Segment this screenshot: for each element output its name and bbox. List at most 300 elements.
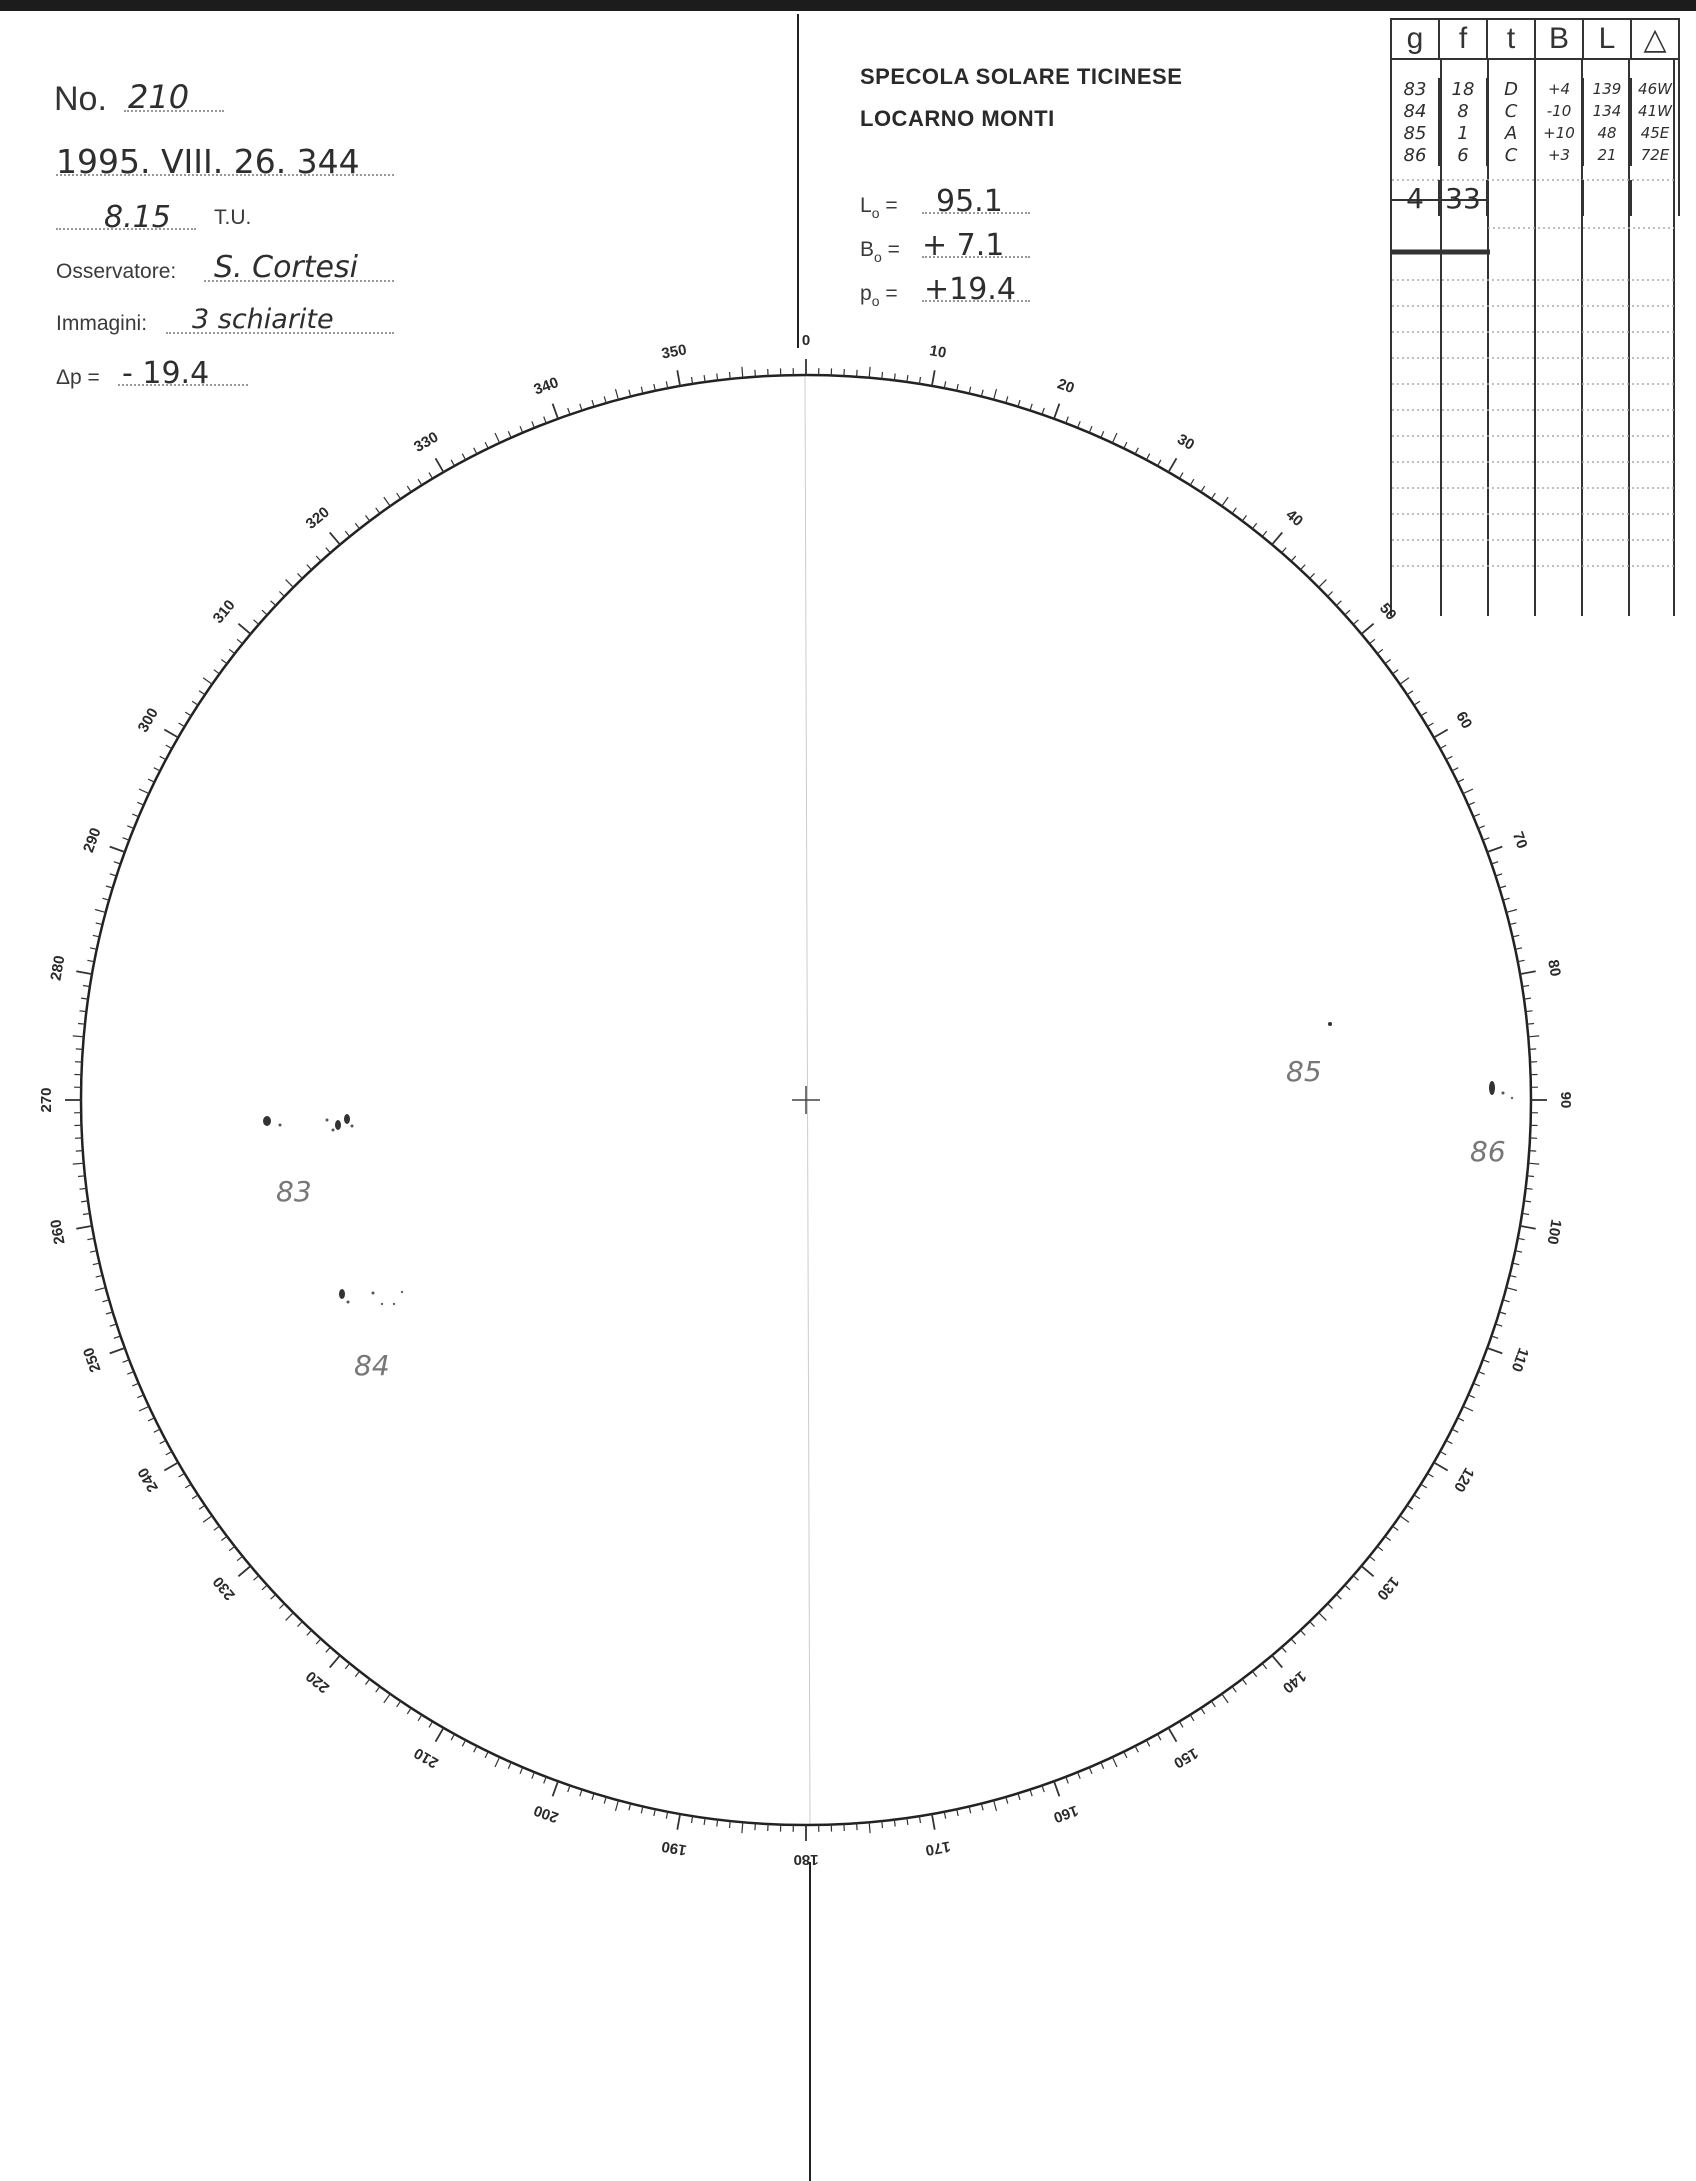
scale-tick — [1078, 1772, 1081, 1779]
scale-tick — [654, 1809, 656, 1816]
scale-tick — [944, 1812, 945, 1819]
scale-tick — [1407, 1505, 1413, 1509]
scale-tick — [857, 1823, 858, 1830]
scale-tick — [1496, 1324, 1503, 1326]
scale-tick — [1385, 660, 1391, 664]
scale-tick — [666, 1812, 667, 1819]
scale-tick — [1300, 1630, 1305, 1635]
scale-tick — [1528, 1036, 1539, 1037]
scale-tick — [166, 745, 172, 748]
scale-tick — [462, 1740, 465, 1746]
scale-tick — [366, 515, 370, 521]
sunspot — [1502, 1092, 1505, 1095]
scale-tick — [1393, 1526, 1399, 1530]
scale-tick — [192, 701, 198, 705]
scale-tick — [451, 1734, 454, 1740]
scale-label: 130 — [1373, 1573, 1403, 1604]
scale-label: 350 — [660, 341, 688, 363]
scale-tick — [1473, 814, 1479, 817]
scale-tick — [1222, 497, 1228, 506]
scale-tick — [199, 691, 205, 695]
cell-g: 85 — [1391, 122, 1439, 144]
scale-tick — [553, 1781, 558, 1796]
scale-tick — [1520, 971, 1536, 974]
scale-tick — [132, 1383, 138, 1386]
scale-label: 150 — [1170, 1744, 1201, 1772]
p0-equals: = — [885, 282, 898, 305]
scale-tick — [1385, 1536, 1391, 1540]
scale-tick — [96, 1275, 103, 1277]
scale-tick — [616, 389, 619, 400]
sunspot — [279, 1124, 282, 1127]
scale-tick — [932, 370, 935, 386]
cell-delta: 45E — [1631, 122, 1679, 144]
scale-label: 330 — [411, 428, 442, 456]
number-label: No. — [54, 80, 107, 118]
scale-tick — [1262, 1663, 1266, 1669]
scale-tick — [1427, 723, 1433, 727]
scale-tick — [237, 1556, 243, 1560]
scale-tick — [326, 1647, 331, 1652]
scale-tick — [1515, 1251, 1522, 1253]
scale-tick — [76, 1049, 83, 1050]
scale-tick — [286, 1613, 294, 1621]
scale-tick — [418, 479, 422, 485]
scale-tick — [1421, 1484, 1427, 1488]
scale-tick — [894, 374, 895, 381]
B0-value: + 7.1 — [922, 228, 1005, 263]
scale-tick — [568, 408, 570, 415]
scale-tick — [981, 390, 983, 397]
scale-tick — [114, 862, 121, 864]
sunspot — [263, 1116, 271, 1126]
scale-tick — [307, 565, 312, 570]
scale-tick — [1345, 1585, 1350, 1590]
scale-tick — [1211, 493, 1215, 499]
L0-equals: = — [885, 194, 898, 217]
scale-tick — [1487, 847, 1502, 852]
sunspot-group-83 — [263, 1114, 354, 1132]
scale-tick — [95, 1288, 106, 1291]
scale-tick — [127, 1372, 134, 1375]
scale-tick — [1042, 1786, 1044, 1793]
scale-tick — [110, 874, 117, 876]
scale-tick — [1232, 1687, 1236, 1693]
scale-tick — [1291, 1639, 1296, 1644]
scale-tick — [160, 756, 166, 759]
scale-tick — [1440, 745, 1446, 748]
scale-tick — [580, 404, 582, 411]
scale-tick — [87, 1238, 94, 1239]
scale-tick — [1458, 779, 1464, 782]
cell-t: D — [1487, 78, 1535, 100]
group-label-86: 86 — [1470, 1135, 1506, 1168]
institution-name: SPECOLA SOLARE TICINESE — [860, 64, 1183, 89]
scale-tick — [654, 384, 656, 391]
scale-tick — [717, 1820, 718, 1827]
scale-tick — [96, 923, 103, 925]
scale-tick — [345, 531, 349, 537]
scale-tick — [1112, 433, 1117, 443]
scale-tick — [330, 1655, 340, 1667]
scale-tick — [1463, 1406, 1473, 1411]
scale-tick — [730, 1821, 731, 1828]
scale-tick — [1527, 1024, 1534, 1025]
sunspot — [335, 1120, 341, 1130]
scale-tick — [1487, 1348, 1502, 1353]
scale-tick — [139, 1406, 149, 1411]
cell-delta: 72E — [1631, 144, 1679, 166]
scale-tick — [742, 1822, 743, 1833]
scale-tick — [279, 1604, 284, 1609]
scale-tick — [418, 1715, 422, 1721]
scale-tick — [376, 1687, 380, 1693]
scale-tick — [330, 532, 340, 544]
group-label-85: 85 — [1286, 1055, 1322, 1088]
scale-tick — [1169, 458, 1177, 472]
scale-label: 310 — [209, 596, 239, 627]
B0-subscript: o — [874, 249, 882, 265]
scale-tick — [629, 390, 631, 397]
scale-tick — [154, 768, 160, 771]
scale-label: 210 — [411, 1744, 442, 1772]
scale-tick — [345, 1663, 349, 1669]
scale-tick — [87, 960, 94, 961]
scale-tick — [666, 381, 667, 388]
scale-tick — [271, 601, 276, 606]
scale-tick — [407, 486, 411, 492]
L0-subscript: o — [871, 205, 880, 221]
scale-tick — [981, 1804, 983, 1811]
scale-tick — [1066, 417, 1069, 424]
scale-tick — [110, 1324, 117, 1326]
scale-tick — [355, 1671, 359, 1677]
scale-tick — [1510, 923, 1517, 925]
scale-tick — [869, 367, 870, 378]
scale-tick — [508, 431, 511, 437]
scale-tick — [1377, 649, 1383, 653]
group-label-84: 84 — [354, 1349, 390, 1382]
cell-B: +4 — [1535, 78, 1583, 100]
scale-tick — [882, 372, 883, 379]
scale-tick — [397, 1701, 401, 1707]
scale-tick — [1066, 1777, 1069, 1784]
scale-tick — [1369, 639, 1375, 643]
sunspot — [351, 1125, 354, 1128]
scale-tick — [366, 1679, 370, 1685]
scale-tick — [298, 1622, 303, 1627]
scale-tick — [148, 1418, 154, 1421]
scale-label: 80 — [1544, 958, 1564, 978]
scale-label: 180 — [793, 1851, 819, 1869]
scale-tick — [139, 789, 149, 794]
scale-tick — [1336, 601, 1341, 606]
scale-tick — [1242, 1679, 1246, 1685]
scale-tick — [1400, 1516, 1409, 1522]
scale-tick — [160, 1440, 166, 1443]
scale-label: 60 — [1452, 708, 1476, 732]
cell-delta: 41W — [1631, 100, 1679, 122]
scale-tick — [429, 1721, 433, 1727]
scale-tick — [1310, 573, 1315, 578]
scale-tick — [1353, 620, 1358, 625]
scale-label: 30 — [1174, 430, 1198, 454]
scale-tick — [1483, 838, 1490, 841]
scale-tick — [80, 1011, 87, 1012]
scale-label: 50 — [1375, 599, 1400, 624]
scale-tick — [495, 1757, 500, 1767]
scale-tick — [76, 971, 92, 974]
scale-tick — [1427, 1473, 1433, 1477]
cell-t: A — [1487, 122, 1535, 144]
cell-L: 21 — [1583, 144, 1631, 166]
scale-tick — [1252, 523, 1256, 529]
cell-B: +3 — [1535, 144, 1583, 166]
scale-tick — [1452, 1429, 1458, 1432]
scale-tick — [1291, 556, 1296, 561]
scale-tick — [1407, 691, 1413, 695]
scale-tick — [326, 548, 331, 553]
scale-label: 70 — [1508, 829, 1531, 851]
cell-B: +10 — [1535, 122, 1583, 144]
scale-tick — [93, 1263, 100, 1265]
scale-tick — [755, 370, 756, 377]
scale-tick — [262, 610, 267, 615]
scale-tick — [238, 1566, 250, 1576]
scale-tick — [1518, 1238, 1525, 1239]
scale-tick — [629, 1804, 631, 1811]
scale-tick — [221, 1536, 227, 1540]
sunspot — [1328, 1022, 1332, 1026]
scale-tick — [994, 389, 997, 400]
scale-tick — [73, 1036, 84, 1037]
time-unit-label: T.U. — [214, 206, 252, 229]
scale-tick — [90, 1251, 97, 1253]
scale-tick — [1336, 1594, 1341, 1599]
scale-tick — [1520, 1226, 1536, 1229]
scale-tick — [298, 573, 303, 578]
cell-g: 83 — [1391, 78, 1439, 100]
scale-label: 250 — [80, 1345, 105, 1375]
scale-tick — [1101, 431, 1104, 437]
scale-label: 300 — [134, 705, 162, 736]
scale-tick — [436, 458, 444, 472]
cell-f: 1 — [1439, 122, 1487, 144]
scale-label: 0 — [801, 331, 811, 349]
header-g: g — [1391, 19, 1439, 59]
scale-label: 260 — [47, 1218, 69, 1246]
sunspot-group-85 — [1328, 1022, 1332, 1026]
scale-label: 220 — [302, 1667, 333, 1697]
scale-tick — [717, 374, 718, 381]
scale-tick — [1421, 712, 1427, 716]
scale-tick — [1473, 1383, 1479, 1386]
scale-tick — [1282, 548, 1287, 553]
scale-tick — [1300, 565, 1305, 570]
cell-B: -10 — [1535, 100, 1583, 122]
scale-label: 170 — [924, 1837, 952, 1859]
sunspot — [381, 1303, 383, 1305]
scale-label: 110 — [1507, 1345, 1532, 1375]
L0-symbol: L — [860, 194, 872, 217]
scale-tick — [1272, 532, 1282, 544]
scale-tick — [1414, 1495, 1420, 1499]
scale-tick — [1510, 1275, 1517, 1277]
scale-tick — [1179, 473, 1183, 479]
p0-value: +19.4 — [924, 272, 1016, 307]
scale-tick — [1446, 756, 1452, 759]
scale-tick — [1414, 701, 1420, 705]
sunspot — [347, 1301, 350, 1304]
scale-tick — [384, 1694, 390, 1703]
sunspot — [393, 1303, 395, 1305]
delta-p-label: Δp = — [56, 366, 100, 389]
scale-tick — [95, 910, 106, 913]
scale-tick — [1328, 592, 1333, 597]
disk-center-cross — [792, 1086, 820, 1114]
scale-tick — [1496, 874, 1503, 876]
scale-tick — [127, 826, 134, 829]
scale-tick — [316, 1639, 321, 1644]
scale-tick — [755, 1823, 756, 1830]
scale-tick — [1146, 1740, 1149, 1746]
scale-tick — [474, 1746, 477, 1752]
scale-tick — [137, 1395, 143, 1398]
scale-tick — [1483, 1360, 1490, 1363]
scale-label: 40 — [1282, 506, 1307, 531]
scale-tick — [508, 1762, 511, 1768]
B0-symbol: B — [860, 238, 875, 261]
sunspot — [1511, 1097, 1513, 1099]
scale-tick — [1506, 1288, 1517, 1291]
scale-tick — [544, 1777, 547, 1784]
scale-tick — [1492, 1336, 1499, 1338]
scale-tick — [1211, 1701, 1215, 1707]
scale-tick — [110, 847, 125, 852]
number-value: 210 — [128, 78, 190, 116]
scale-tick — [1282, 1647, 1287, 1652]
scale-tick — [148, 779, 154, 782]
scale-label: 240 — [134, 1464, 162, 1495]
scale-tick — [544, 417, 547, 424]
scale-tick — [1190, 1715, 1194, 1721]
scale-tick — [1369, 1556, 1375, 1560]
scale-label: 160 — [1051, 1801, 1081, 1826]
scale-tick — [1030, 1790, 1032, 1797]
scale-tick — [1478, 826, 1485, 829]
scale-tick — [742, 367, 743, 378]
header-B: B — [1535, 19, 1583, 59]
scale-tick — [894, 1820, 895, 1827]
scale-tick — [132, 814, 138, 817]
scale-tick — [1434, 1463, 1448, 1471]
scale-tick — [1078, 421, 1081, 428]
institution-location: LOCARNO MONTI — [860, 106, 1055, 131]
scale-label: 120 — [1450, 1464, 1478, 1495]
scale-tick — [436, 1728, 444, 1742]
scale-tick — [76, 1151, 83, 1152]
cell-f: 6 — [1439, 144, 1487, 166]
sunspot — [339, 1289, 345, 1299]
scale-tick — [1319, 580, 1327, 588]
scale-tick — [254, 620, 259, 625]
scale-tick — [1135, 1746, 1138, 1752]
cell-L: 134 — [1583, 100, 1631, 122]
scale-tick — [520, 426, 523, 432]
scale-tick — [1242, 515, 1246, 521]
scale-tick — [1101, 1762, 1104, 1768]
scale-tick — [1527, 1176, 1534, 1177]
scale-tick — [397, 493, 401, 499]
scale-tick — [882, 1821, 883, 1828]
scale-tick — [1112, 1757, 1117, 1767]
scale-label: 290 — [80, 825, 105, 855]
scale-tick — [1529, 1049, 1536, 1050]
scale-tick — [407, 1708, 411, 1714]
scale-tick — [166, 1452, 172, 1455]
scale-tick — [164, 1463, 178, 1471]
scale-tick — [110, 1348, 125, 1353]
scale-tick — [1158, 460, 1161, 466]
scale-tick — [1512, 935, 1519, 937]
scale-tick — [154, 1429, 160, 1432]
scale-tick — [73, 1163, 84, 1164]
scale-tick — [214, 1526, 220, 1530]
scale-tick — [641, 1806, 643, 1813]
header-delta: △ — [1631, 19, 1679, 59]
scale-tick — [568, 1786, 570, 1793]
scale-tick — [1158, 1734, 1161, 1740]
scale-tick — [1179, 1721, 1183, 1727]
scale-tick — [994, 1800, 997, 1811]
scale-tick — [185, 712, 191, 716]
scale-tick — [495, 433, 500, 443]
scale-tick — [179, 723, 185, 727]
scale-tick — [203, 678, 212, 684]
scale-label: 140 — [1279, 1667, 1310, 1697]
scale-tick — [1089, 1767, 1092, 1773]
cell-delta: 46W — [1631, 78, 1679, 100]
scale-tick — [1328, 1604, 1333, 1609]
scale-tick — [192, 1495, 198, 1499]
scale-tick — [1515, 948, 1522, 950]
scale-tick — [123, 1360, 130, 1363]
scale-tick — [214, 670, 220, 674]
images-value: 3 schiarite — [192, 304, 334, 335]
B0-equals: = — [887, 238, 900, 261]
scale-tick — [969, 387, 971, 394]
scale-tick — [1440, 1452, 1446, 1455]
scale-tick — [1377, 1546, 1383, 1550]
scale-tick — [1361, 1566, 1373, 1576]
header-L: L — [1583, 19, 1631, 59]
scale-tick — [199, 1505, 205, 1509]
cell-t: C — [1487, 144, 1535, 166]
scale-tick — [1446, 1440, 1452, 1443]
scale-label: 340 — [531, 374, 561, 399]
scale-tick — [969, 1806, 971, 1813]
scale-tick — [384, 497, 390, 506]
scale-tick — [254, 1576, 259, 1581]
sunspot — [332, 1129, 335, 1132]
scale-tick — [1252, 1671, 1256, 1677]
scale-tick — [1201, 486, 1205, 492]
scale-tick — [1201, 1708, 1205, 1714]
cell-g: 86 — [1391, 144, 1439, 166]
scale-tick — [80, 1188, 87, 1189]
sunspot — [372, 1292, 375, 1295]
scale-label: 90 — [1557, 1091, 1575, 1109]
